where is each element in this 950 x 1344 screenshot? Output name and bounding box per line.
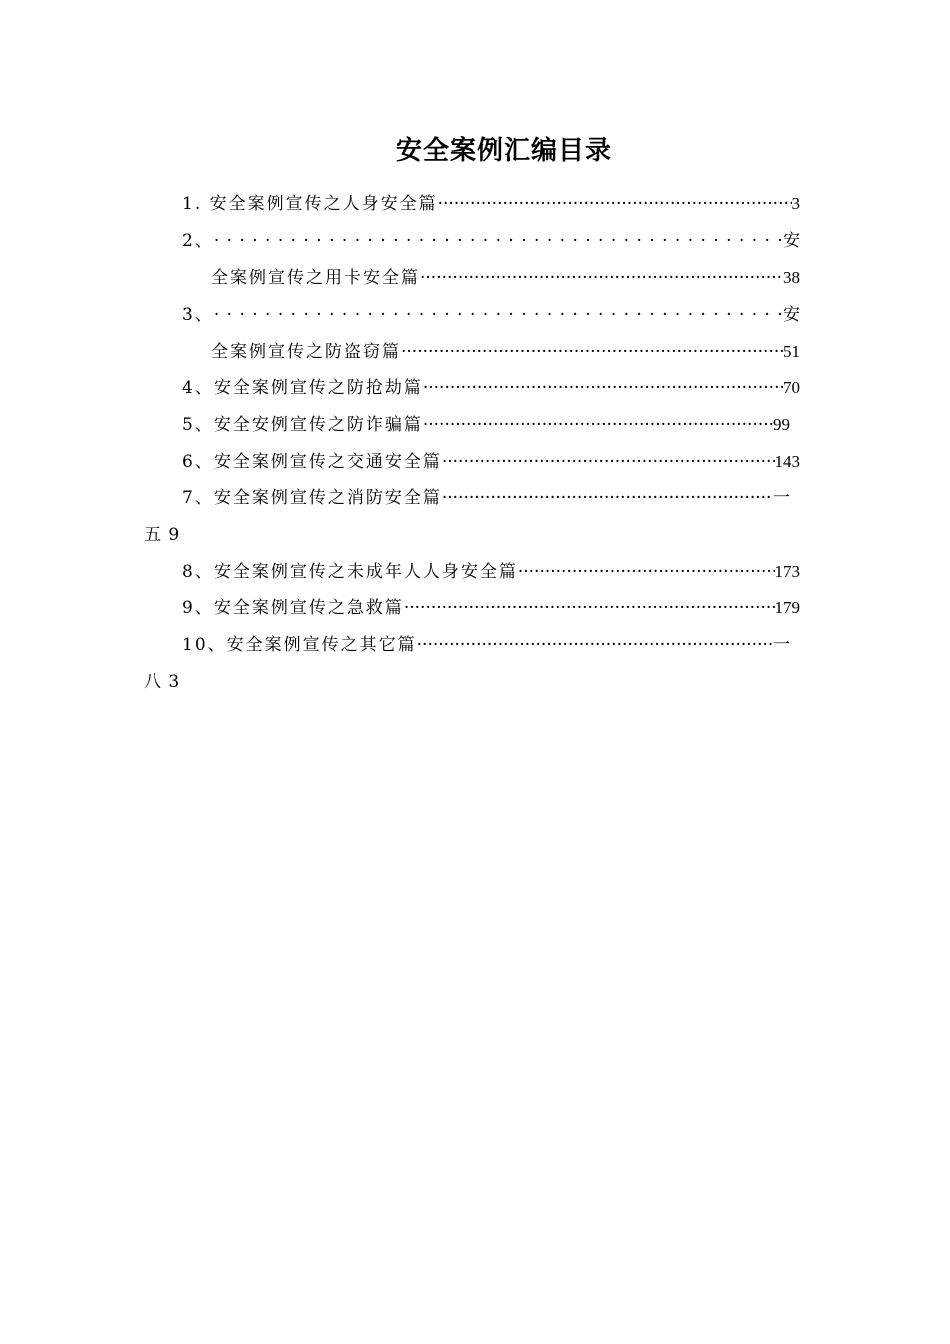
toc-leader-dots [214, 226, 783, 256]
toc-page-number: 安 [783, 305, 800, 324]
toc-leader-dots [423, 410, 773, 440]
toc-entry-label: 2、 [182, 231, 214, 251]
toc-leader-dots [442, 483, 773, 513]
toc-leader-dots [401, 337, 783, 367]
toc-entry-8 [182, 557, 800, 587]
toc-entry-label: 7、安全案例宣传之消防安全篇 [182, 488, 442, 508]
toc-leader-dots [518, 557, 775, 587]
toc-entry-7 [182, 483, 790, 513]
toc-entry-6 [182, 447, 800, 477]
toc-leader-dots [417, 630, 773, 660]
toc-page-number: 一 [773, 635, 790, 654]
toc-entry-1 [182, 189, 800, 219]
toc-entry-label: 全案例宣传之用卡安全篇 [211, 268, 420, 288]
toc-entry-label: 1. 安全案例宣传之人身安全篇 [182, 194, 438, 214]
toc-entry-label: 3、 [182, 305, 214, 325]
toc-leader-dots [423, 373, 783, 403]
toc-entry-label: 10、安全案例宣传之其它篇 [182, 635, 417, 655]
toc-entry-4 [182, 373, 800, 403]
toc-entry-label: 9、安全案例宣传之急救篇 [182, 598, 404, 618]
toc-entry-2-continued [211, 263, 800, 293]
toc-entry-3 [182, 300, 800, 330]
toc-entry-10 [182, 630, 790, 660]
toc-page-number: 一 [773, 488, 790, 507]
page-title: 安全案例汇编目录 [395, 136, 612, 166]
toc-page-number: 38 [783, 268, 800, 287]
toc-entry-3-continued [211, 337, 800, 367]
toc-page-number: 70 [783, 378, 800, 397]
toc-entry-9 [182, 593, 800, 623]
toc-entry-5 [182, 410, 790, 440]
toc-leader-dots [404, 593, 775, 623]
toc-page-number: 51 [783, 342, 800, 361]
toc-leader-dots [214, 300, 783, 330]
toc-entry-2 [182, 226, 800, 256]
toc-entry-label: 8、安全案例宣传之未成年人人身安全篇 [182, 562, 518, 582]
toc-page-number: 143 [774, 452, 800, 471]
toc-leader-dots [438, 189, 792, 219]
toc-page-number: 安 [783, 231, 800, 250]
toc-entry-7-page-continued: 五 9 [144, 525, 181, 545]
toc-entry-label: 5、安全安例宣传之防诈骗篇 [182, 415, 423, 435]
toc-page-number: 99 [773, 415, 790, 434]
toc-entry-label: 4、安全案例宣传之防抢劫篇 [182, 378, 423, 398]
toc-page-number: 173 [774, 562, 800, 581]
toc-entry-10-page-continued: 八 3 [144, 672, 181, 692]
toc-leader-dots [442, 447, 775, 477]
toc-entry-label: 6、安全案例宣传之交通安全篇 [182, 452, 442, 472]
toc-leader-dots [420, 263, 783, 293]
toc-page-number: 3 [791, 194, 800, 213]
toc-entry-label: 全案例宣传之防盗窃篇 [211, 342, 401, 362]
toc-page-number: 179 [774, 598, 800, 617]
